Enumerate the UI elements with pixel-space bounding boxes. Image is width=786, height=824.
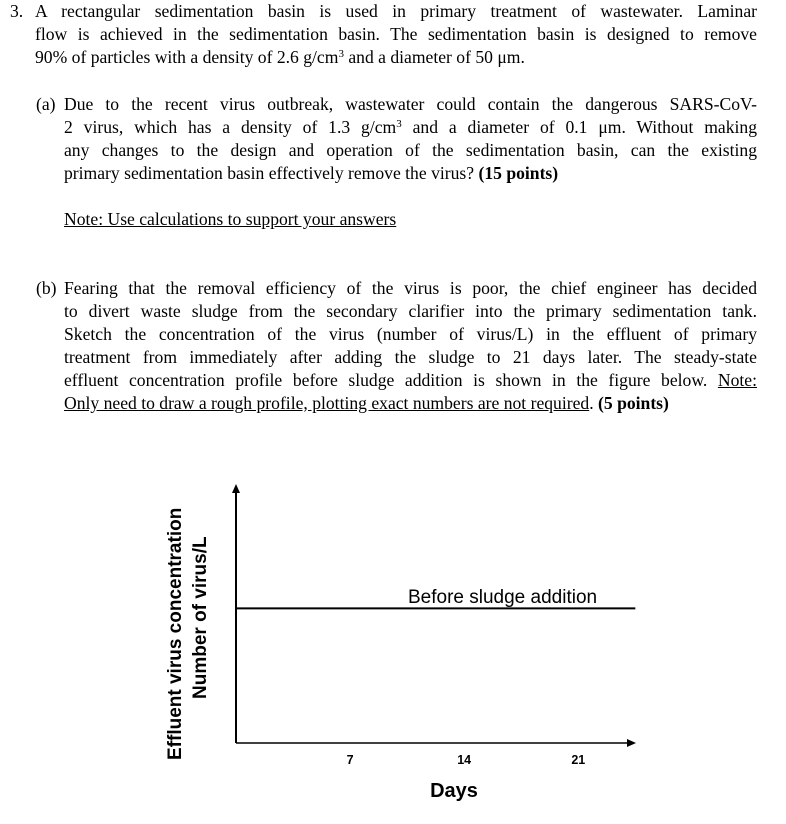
intro-line-2: flow is achieved in the sedimentation basin. The sedimentation basin is designed to remove <box>35 24 757 44</box>
superscript: 3 <box>338 48 344 60</box>
intro-line-3-text: 90% of particles with a density of 2.6 g/cm <box>35 47 339 67</box>
part-b-line-4: treatment from immediately after adding the sludge to 21 days later. The steady-state <box>64 347 757 367</box>
part-b-line-3: Sketch the concentration of the virus (number of virus/L) in the effluent of primary <box>64 324 757 344</box>
part-b-note-label: Note: <box>717 370 757 390</box>
x-tick-label: 7 <box>346 753 354 767</box>
part-b-label: (b) <box>36 278 57 298</box>
part-b-line-1: Fearing that the removal efficiency of the virus is poor, the chief engineer has decided <box>64 278 757 298</box>
part-b-line-5-text: effluent concentration profile before sludge addition is shown in the figure below. <box>64 370 708 390</box>
x-tick-label: 21 <box>571 753 586 767</box>
y-axis-arrow-icon <box>232 484 240 493</box>
part-a-label: (a) <box>36 94 56 114</box>
superscript: 3 <box>396 118 402 130</box>
part-b-line-2: to divert waste sludge from the secondary clarifier into the primary sedimentation tank. <box>64 301 757 321</box>
series-annotation: Before sludge addition <box>408 587 598 608</box>
part-a-line-2-text: 2 virus, which has a density of 1.3 g/cm <box>64 117 397 137</box>
question-number: 3. <box>10 1 24 21</box>
y-axis-label: Effluent virus concentration <box>165 507 186 760</box>
part-b-note-text: Only need to draw a rough profile, plotting exact numbers are not required <box>64 393 590 413</box>
chart-plot-area <box>165 484 636 802</box>
part-a-points: (15 points) <box>478 163 559 183</box>
part-a-line-3: any changes to the design and operation of the sedimentation basin, can the existing <box>64 140 757 160</box>
x-tick-label: 14 <box>457 753 472 767</box>
part-b-points: (5 points) <box>598 393 669 413</box>
x-axis-arrow-icon <box>627 739 636 747</box>
part-a-note: Note: Use calculations to support your answers <box>64 209 397 229</box>
intro-line-1: A rectangular sedimentation basin is used in primary treatment of wastewater. Laminar <box>35 1 757 21</box>
part-a-line-1: Due to the recent virus outbreak, wastewater could contain the dangerous SARS-CoV- <box>64 94 757 114</box>
part-a-line-4-text: primary sedimentation basin effectively remove the virus? <box>64 163 475 183</box>
intro-line-3-end: and a diameter of 50 μm. <box>343 47 525 67</box>
x-axis-label: Days <box>430 780 478 802</box>
y-axis-label-units: Number of virus/L <box>190 536 211 699</box>
part-b-line-6-dot: . <box>589 393 594 413</box>
part-a-line-2-end: and a diameter of 0.1 μm. Without making <box>401 117 757 137</box>
